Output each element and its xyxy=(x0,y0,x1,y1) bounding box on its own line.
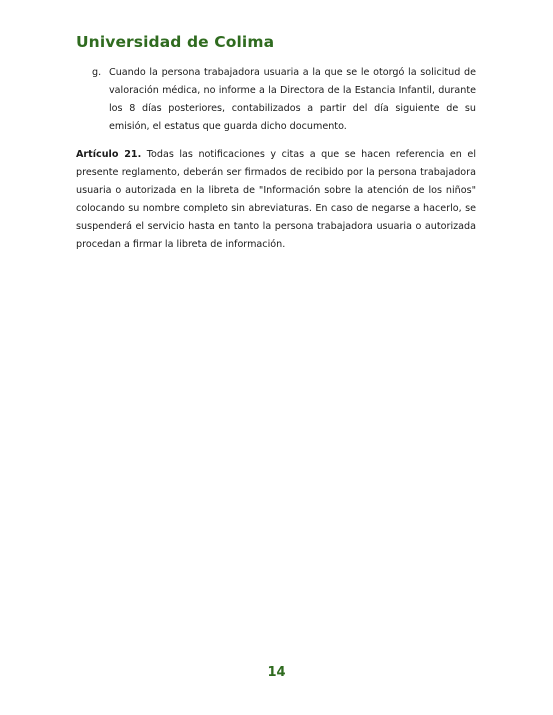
article-21-paragraph xyxy=(76,146,476,254)
article-body-text: Todas las notificaciones y citas a que se hacen referencia en el presente reglamento, deberán ser firmados de recibido por la persona trabajadora usuaria o autorizada en la libreta de "Información sobre la atención de los niños" colocando su nombre completo sin abreviaturas. En caso de negarse a hacerlo, se suspenderá el servicio hasta en tanto la persona trabajadora usuaria o autorizada procedan a firmar la libreta de información. xyxy=(76,149,476,250)
document-header-title: Universidad de Colima xyxy=(76,33,275,51)
page-number: 14 xyxy=(267,665,286,680)
list-item-g xyxy=(92,64,476,136)
article-label: Artículo 21. xyxy=(76,149,142,160)
list-item-marker: g. xyxy=(92,67,102,78)
list-item-text: Cuando la persona trabajadora usuaria a la que se le otorgó la solicitud de valoración médica, no informe a la Directora de la Estancia Infantil, durante los 8 días posteriores, contabilizados a partir del día siguiente de su emisión, el estatus que guarda dicho documento. xyxy=(109,67,476,132)
